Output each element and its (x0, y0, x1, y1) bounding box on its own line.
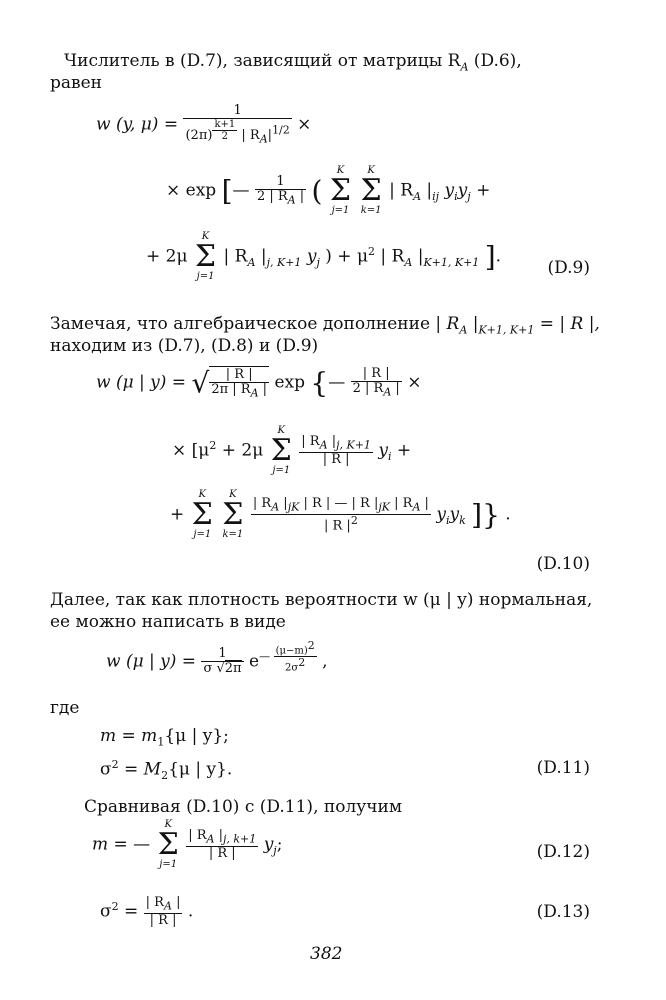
sum-j-symbol-2: K Σ j=1 (194, 231, 217, 282)
equation-normal-density: w (μ | y) = $\frac{1}{\sigma √2\pi}$ $e^{— \frac{(\mu-m)^2}{2\sigma^2}}$ , (106, 639, 328, 677)
sum-j-symbol-4: K Σ j=1 (191, 489, 213, 540)
intro-line-1: Числитель в (D.7), зависящий от матрицы $R_A$ (D.6), (64, 51, 522, 74)
d9-leading-fraction: 1 (2π) $^{\frac{k+1}{2}}$ | $R_A|^{1/2}$ (185, 103, 290, 146)
equation-d10-line-3: + K Σ j=1 K Σ k=1 $\frac{| R_A |_{jK} | R | — | R |_{jK} | R_A |}{| R |^2}$ $y_iy_k$ ]} . (170, 489, 511, 540)
mid2-line-1: Далее, так как плотность вероятности w (μ | y) нормальная, (50, 590, 593, 610)
equation-d9-line-3: + 2μ K Σ j=1 | $R_A$ $|_{j, K+1}$ $y_j$ ) + $\mu^2$ | $R_A$ $|_{K+1, K+1}$ ]. (146, 231, 502, 282)
equation-d9-line-1: w (y, μ) = 1 (2π) $^{\frac{k+1}{2}}$ | $R_A|^{1/2}$ × (96, 103, 312, 146)
mid-paragraph-line-1: Замечая, что алгебраическое дополнение | $R_A$ $|_{K+1, K+1}$ = | R |, (50, 314, 600, 337)
equation-number-d11: (D.11) (536, 758, 590, 778)
sum-j-symbol-5: K Σ j=1 (157, 819, 179, 870)
equation-number-d10: (D.10) (536, 554, 590, 574)
equation-number-d13: (D.13) (536, 902, 590, 922)
equation-d10-line-2: × [$\mu^2 + 2\mu$ K Σ j=1 $\frac{| R_A |_{j, K+1}}{| R |}$ $y_i$ + (172, 425, 412, 476)
sum-k-symbol: K Σ k=1 (360, 165, 382, 216)
sum-k-symbol-2: K Σ k=1 (222, 489, 244, 540)
sum-j-symbol-3: K Σ j=1 (270, 425, 292, 476)
mid-paragraph-line-2: находим из (D.7), (D.8) и (D.9) (50, 336, 319, 356)
equation-d9-line-2: × exp [— $\frac{1}{2 | R_A |}$ ( K Σ j=1 K Σ k=1 | $R_A$ $|_{ij}$ $y_iy_j$ + (166, 165, 491, 216)
mid2-line-2: ее можно написать в виде (50, 612, 286, 632)
d9-minus-fraction: $\frac{1}{2 | R_A |}$ (256, 174, 305, 207)
compare-sentence: Сравнивая (D.10) с (D.11), получим (84, 797, 403, 817)
equation-d13: $\sigma^2$ = $\frac{| R_A |}{| R |}$ . (100, 895, 194, 928)
sum-j-symbol: K Σ j=1 (329, 165, 352, 216)
sqrt-symbol: √ $\frac{| R |}{2\pi | R_A |}$ (191, 366, 268, 400)
equation-number-d9: (D.9) (547, 258, 590, 278)
where-word: где (50, 698, 80, 718)
intro-line-2: равен (50, 73, 102, 93)
page-number: 382 (310, 944, 343, 964)
equation-d11-line-1: $m = m_1\{\mu$ | y}; (100, 726, 229, 749)
equation-d11-line-2: $\sigma^2 = M_2\{\mu$ | y}. (100, 758, 233, 783)
equation-d10-line-1: w (μ | y) = √ $\frac{| R |}{2\pi | R_A |}$ exp {— $\frac{| R |}{2 | R_A |}$ × (96, 366, 422, 400)
equation-d12: m = — K Σ j=1 $\frac{| R_A |_{j, k+1}}{| R |}$ $y_j$; (92, 819, 283, 870)
equation-number-d12: (D.12) (536, 842, 590, 862)
